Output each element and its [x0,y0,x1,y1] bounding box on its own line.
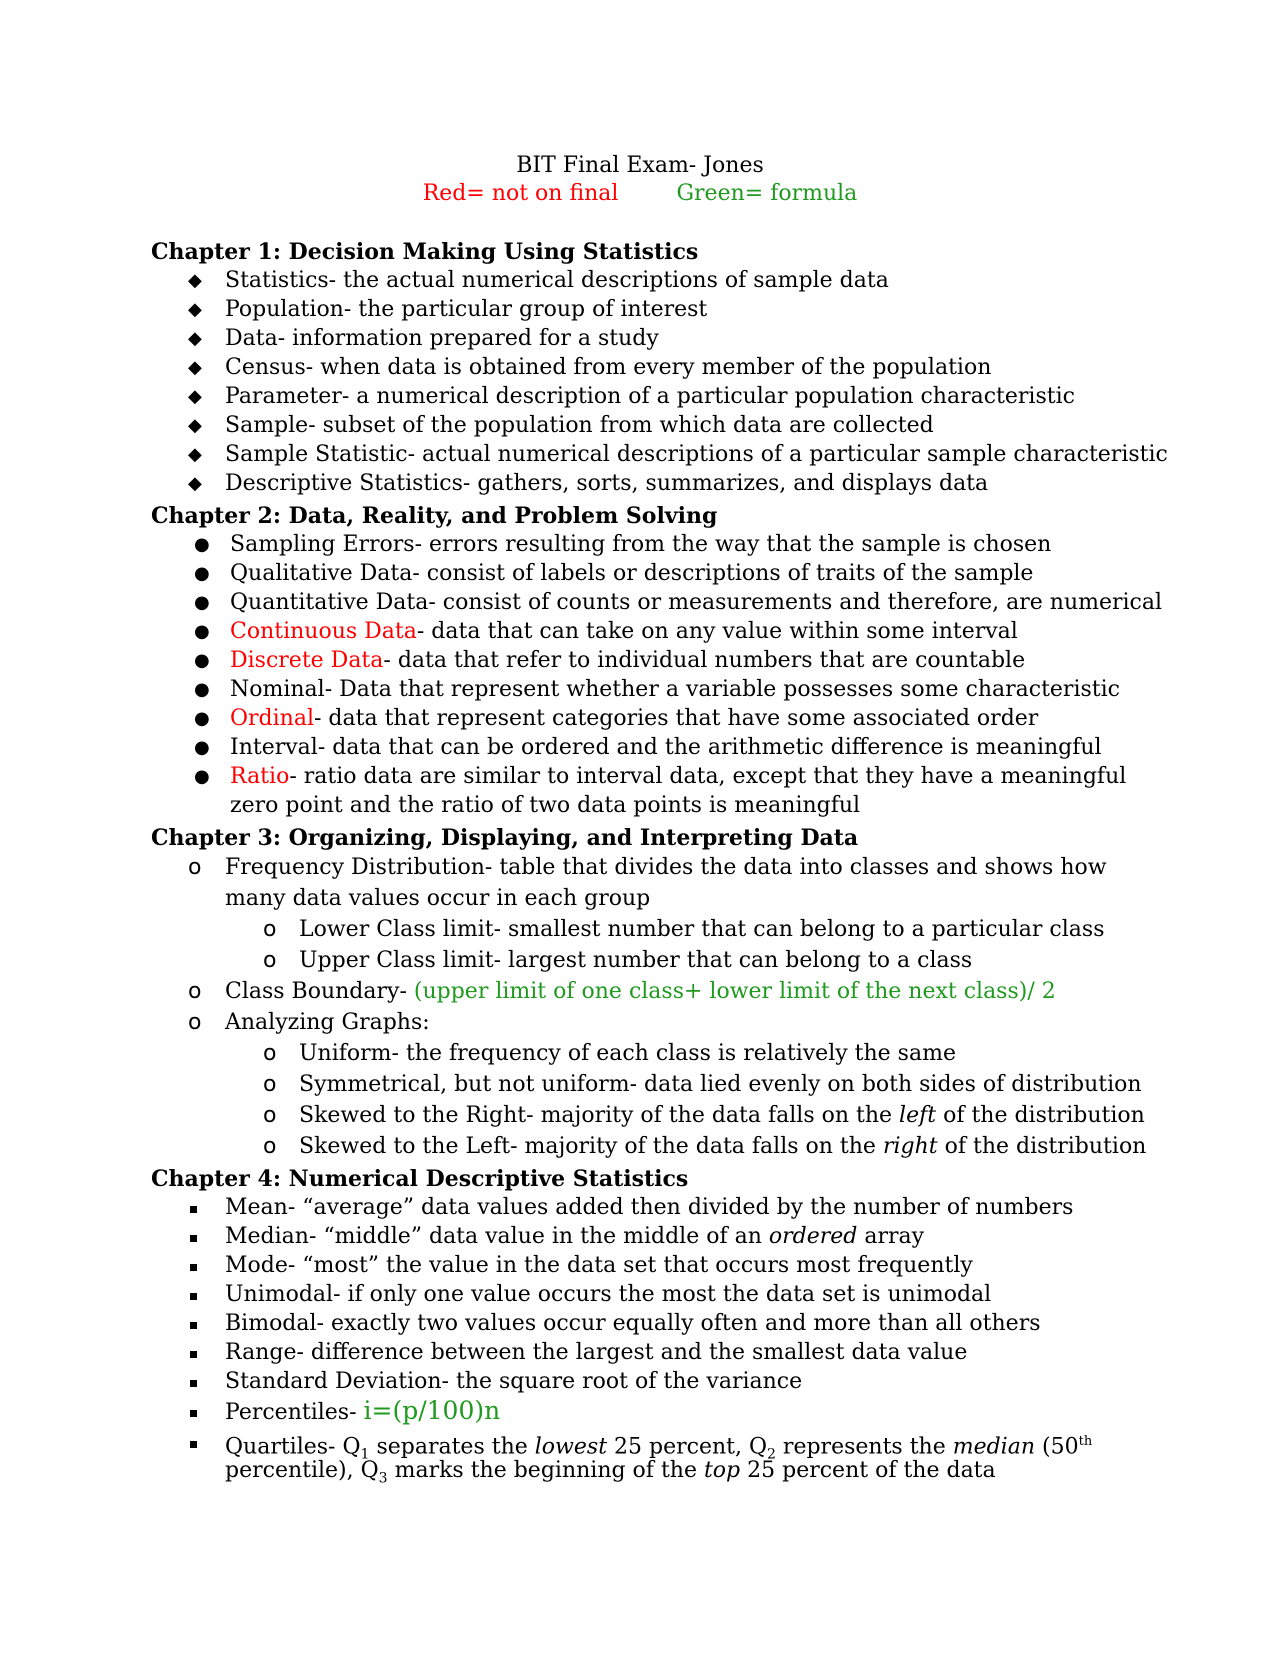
list-item: Uniform- the frequency of each class is relatively the same [299,1041,956,1066]
square-bullet-icon [190,1410,197,1417]
diamond-bullet-icon: ◆ [188,357,202,378]
square-bullet-icon [190,1351,197,1358]
list-item: Quantitative Data- consist of counts or measurements and therefore, are numerical [230,590,1163,615]
diamond-bullet-icon: ◆ [188,386,202,407]
diamond-bullet-icon: ◆ [188,270,202,291]
list-item: Parameter- a numerical description of a particular population characteristic [225,384,1075,409]
list-item: Population- the particular group of interest [225,297,708,322]
list-item: Unimodal- if only one value occurs the most the data set is unimodal [225,1282,992,1307]
circle-bullet-icon: o [263,1072,277,1097]
list-item: Statistics- the actual numerical descriptions of sample data [225,268,889,293]
list-item: Standard Deviation- the square root of the variance [225,1369,803,1394]
diamond-bullet-icon: ◆ [188,328,202,349]
list-item-continuation: percentile), $Q_3$ marks the beginning of the top 25 percent of the data [225,1458,996,1487]
dot-bullet-icon: ● [194,766,210,787]
list-item: Sample Statistic- actual numerical descriptions of a particular sample characteristic [225,442,1168,467]
diamond-bullet-icon: ◆ [188,299,202,320]
list-item: Nominal- Data that represent whether a variable possesses some characteristic [230,677,1120,702]
dot-bullet-icon: ● [194,563,210,584]
square-bullet-icon [190,1206,197,1213]
circle-bullet-icon: o [263,1041,277,1066]
list-item: Analyzing Graphs: [225,1010,430,1035]
list-item-continuation: zero point and the ratio of two data points is meaningful [230,793,861,818]
list-item: Class Boundary- (upper limit of one class+ lower limit of the next class)/ 2 [225,979,1056,1004]
list-item: Quartiles- $Q_1$ separates the lowest 25 percent, $Q_2$ represents the median (50th [225,1434,1093,1463]
square-bullet-icon [190,1293,197,1300]
list-item: Skewed to the Left- majority of the data falls on the right of the distribution [299,1134,1147,1159]
list-item: Ordinal- data that represent categories that have some associated order [230,706,1039,731]
list-item: Data- information prepared for a study [225,326,659,351]
list-item: Ratio- ratio data are similar to interval data, except that they have a meaningful [230,764,1127,789]
list-item: Upper Class limit- largest number that can belong to a class [299,948,973,973]
list-item: Percentiles- i=(p/100)n [225,1396,501,1425]
square-bullet-icon [190,1441,197,1448]
list-item: Range- difference between the largest and the smallest data value [225,1340,968,1365]
dot-bullet-icon: ● [194,679,210,700]
diamond-bullet-icon: ◆ [188,415,202,436]
dot-bullet-icon: ● [194,737,210,758]
list-item: Lower Class limit- smallest number that can belong to a particular class [299,917,1105,942]
list-item: Skewed to the Right- majority of the data falls on the left of the distribution [299,1103,1145,1128]
list-item: Median- “middle” data value in the middle of an ordered array [225,1224,925,1249]
list-item: Interval- data that can be ordered and the arithmetic difference is meaningful [230,735,1102,760]
diamond-bullet-icon: ◆ [188,473,202,494]
list-item: Sampling Errors- errors resulting from the way that the sample is chosen [230,532,1052,557]
legend-red: Red= not on final [422,181,619,206]
square-bullet-icon [190,1264,197,1271]
dot-bullet-icon: ● [194,534,210,555]
document-title: BIT Final Exam- Jones [516,153,764,178]
square-bullet-icon [190,1322,197,1329]
list-item: Sample- subset of the population from which data are collected [225,413,934,438]
circle-bullet-icon: o [188,855,202,880]
dot-bullet-icon: ● [194,708,210,729]
dot-bullet-icon: ● [194,592,210,613]
circle-bullet-icon: o [263,917,277,942]
list-item: Mode- “most” the value in the data set that occurs most frequently [225,1253,973,1278]
chapter-1-heading: Chapter 1: Decision Making Using Statistics [151,239,699,265]
chapter-3-heading: Chapter 3: Organizing, Displaying, and Interpreting Data [151,825,859,851]
dot-bullet-icon: ● [194,650,210,671]
list-item: Symmetrical, but not uniform- data lied evenly on both sides of distribution [299,1072,1142,1097]
square-bullet-icon [190,1380,197,1387]
dot-bullet-icon: ● [194,621,210,642]
list-item: Bimodal- exactly two values occur equally often and more than all others [225,1311,1041,1336]
list-item: Mean- “average” data values added then divided by the number of numbers [225,1195,1074,1220]
circle-bullet-icon: o [263,1103,277,1128]
list-item: Qualitative Data- consist of labels or descriptions of traits of the sample [230,561,1034,586]
list-item: Continuous Data- data that can take on any value within some interval [230,619,1018,644]
chapter-4-heading: Chapter 4: Numerical Descriptive Statistics [151,1166,689,1192]
diamond-bullet-icon: ◆ [188,444,202,465]
circle-bullet-icon: o [263,1134,277,1159]
color-legend [0,180,1280,208]
square-bullet-icon [190,1235,197,1242]
list-item-continuation: many data values occur in each group [225,886,651,911]
chapter-2-heading: Chapter 2: Data, Reality, and Problem Solving [151,503,718,529]
list-item: Discrete Data- data that refer to individual numbers that are countable [230,648,1026,673]
list-item: Descriptive Statistics- gathers, sorts, summarizes, and displays data [225,471,989,496]
circle-bullet-icon: o [188,1010,202,1035]
circle-bullet-icon: o [263,948,277,973]
circle-bullet-icon: o [188,979,202,1004]
list-item: Frequency Distribution- table that divides the data into classes and shows how [225,855,1107,880]
list-item: Census- when data is obtained from every member of the population [225,355,992,380]
legend-green: Green= formula [676,181,858,206]
